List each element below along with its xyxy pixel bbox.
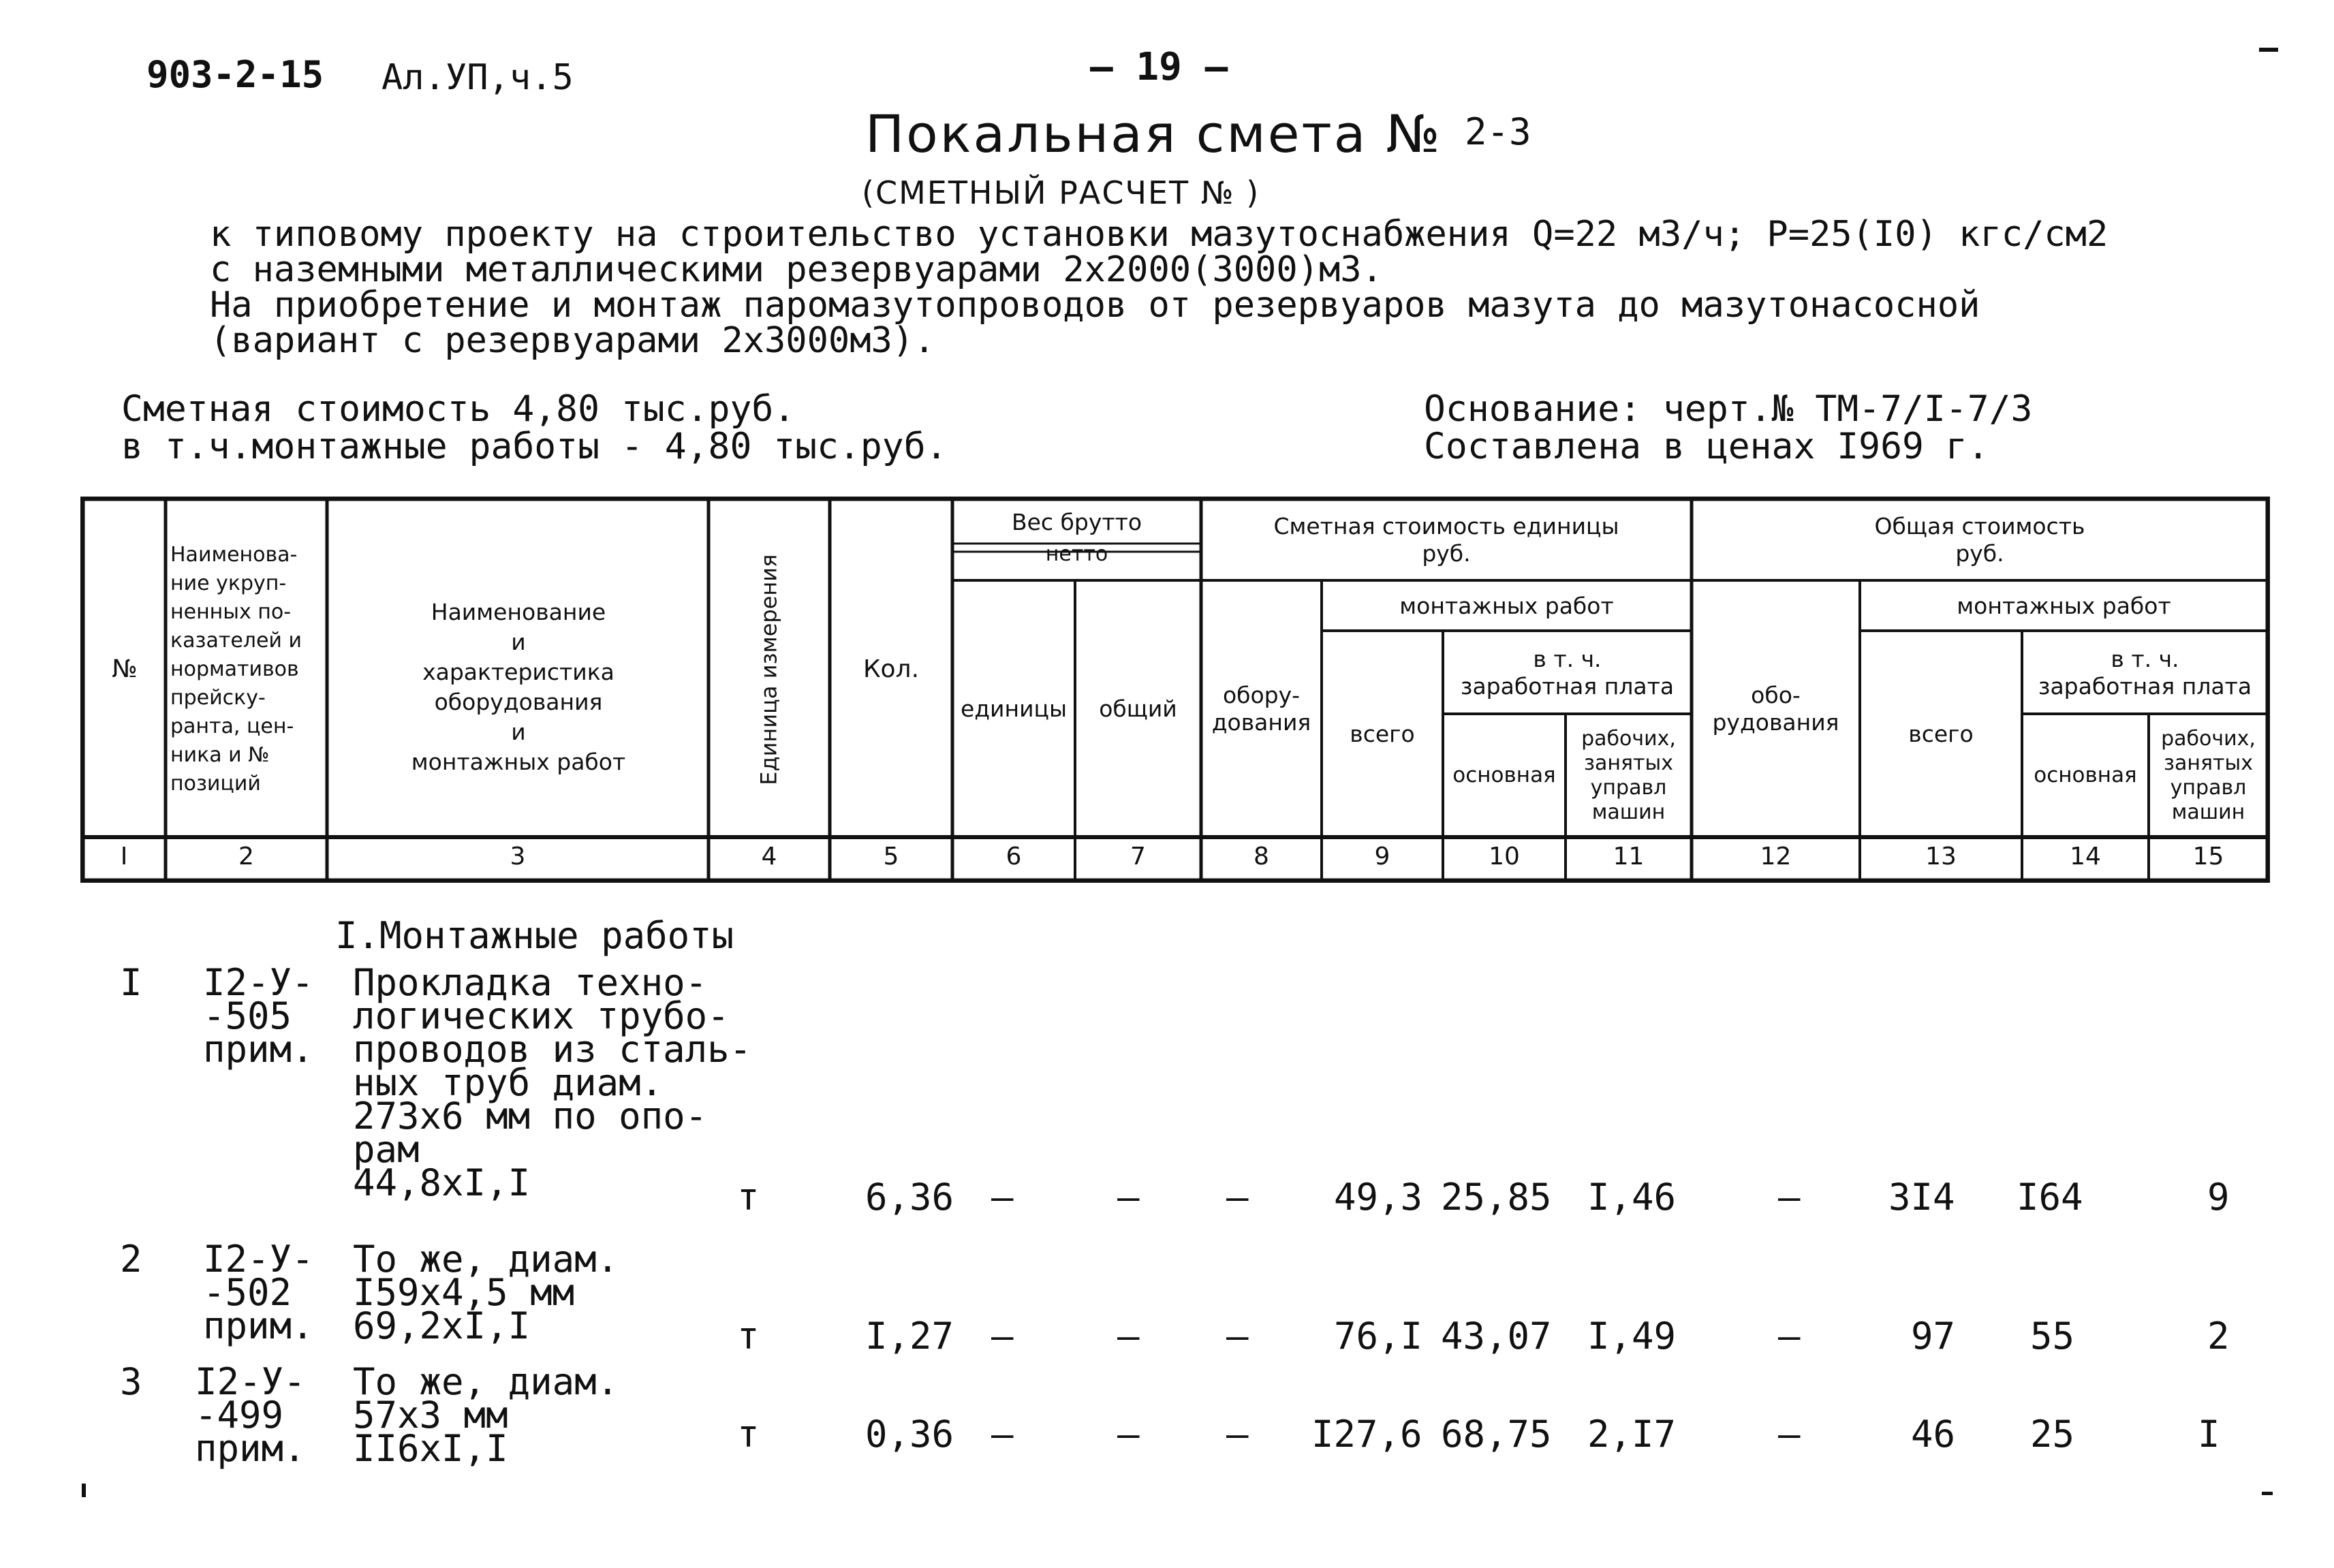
- row-name: Прокладка техно- логических трубо- проводов из сталь- ных труб диам. 273х6 мм по опо- рам 44,8хI,I: [353, 961, 752, 1204]
- corner-mark: [2259, 48, 2278, 52]
- estimated-cost: Сметная стоимость 4,80 тыс.руб.: [121, 388, 796, 430]
- row-weight-unit: –: [991, 1315, 1014, 1358]
- row-equipment-total: –: [1778, 1413, 1801, 1456]
- row-workers-total: 2: [2207, 1315, 2230, 1358]
- column-number: 7: [1130, 843, 1146, 871]
- row-weight-unit: –: [991, 1176, 1014, 1219]
- row-equipment-unit: –: [1226, 1413, 1249, 1456]
- row-weight-total: –: [1117, 1176, 1140, 1219]
- basis-reference: Основание: черт.№ ТМ-7/I-7/3: [1424, 388, 2033, 430]
- row-workers-unit: I,49: [1587, 1315, 1677, 1358]
- row-reference: I2-У- -502 прим.: [203, 1238, 314, 1347]
- document-code: 903-2-15: [146, 53, 324, 96]
- row-equipment-unit: –: [1226, 1315, 1249, 1358]
- column-number: I: [120, 843, 128, 871]
- row-installation-unit: 49,3: [1334, 1176, 1423, 1219]
- row-equipment-total: –: [1778, 1315, 1801, 1358]
- header-unit-equipment: обору- дования: [1211, 682, 1311, 736]
- column-number: 11: [1613, 843, 1645, 871]
- header-weight-unit: единицы: [960, 695, 1068, 723]
- column-number: 3: [510, 843, 526, 871]
- header-total-basic: основная: [2034, 763, 2137, 788]
- estimate-table-header: [80, 497, 2270, 883]
- header-unit-cost: Сметная стоимость единицы руб.: [1273, 512, 1619, 567]
- header-unit-workers: рабочих, занятых управл машин: [1581, 727, 1676, 824]
- row-wages-total: I64: [2017, 1176, 2083, 1219]
- header-weight-gross: Вес брутто: [1011, 509, 1142, 536]
- description-line: (вариант с резервуарами 2х3000м3).: [210, 320, 935, 361]
- row-wages-total: 25: [2030, 1413, 2075, 1456]
- row-workers-unit: I,46: [1587, 1176, 1677, 1219]
- column-number: 12: [1760, 843, 1792, 871]
- row-equipment-unit: –: [1226, 1176, 1249, 1219]
- corner-mark: [82, 1484, 86, 1497]
- row-equipment-total: –: [1778, 1176, 1801, 1219]
- header-total-installation: монтажных работ: [1957, 593, 2171, 620]
- header-unit: Единица измерения: [756, 554, 782, 785]
- row-quantity: 0,36: [865, 1413, 954, 1456]
- price-basis: Составлена в ценах I969 г.: [1424, 426, 1989, 467]
- header-name: Наименование и характеристика оборудования и монтажных работ: [411, 599, 626, 775]
- description-line: На приобретение и монтаж паромазутопроводов от резервуаров мазута до мазутонасосной: [210, 285, 1980, 326]
- header-unit-all: всего: [1350, 721, 1415, 748]
- row-installation-unit: 76,I: [1334, 1315, 1423, 1358]
- row-number: 2: [120, 1238, 142, 1281]
- row-unit: т: [737, 1315, 760, 1358]
- row-unit: т: [737, 1176, 760, 1219]
- header-total-workers: рабочих, занятых управл машин: [2161, 727, 2256, 824]
- description-line: с наземными металлическими резервуарами 2х2000(3000)м3.: [210, 249, 1383, 290]
- row-workers-total: I: [2198, 1413, 2220, 1456]
- description-line: к типовому проекту на строительство установки мазутоснабжения Q=22 м3/ч; Р=25(I0) кгс/см2: [210, 214, 2109, 255]
- row-installation-total: 97: [1911, 1315, 1956, 1358]
- estimate-number: 2-3: [1465, 110, 1531, 153]
- row-name: То же, диам. 57х3 мм II6хI,I: [353, 1360, 619, 1470]
- page-title: Покальная смета №: [865, 104, 1442, 164]
- corner-mark: [2262, 1492, 2273, 1495]
- header-unit-basic: основная: [1452, 763, 1556, 788]
- row-wages-total: 55: [2030, 1315, 2075, 1358]
- column-number: 9: [1374, 843, 1390, 871]
- header-no: №: [112, 655, 138, 684]
- column-number: 6: [1006, 843, 1022, 871]
- row-number: I: [120, 961, 142, 1004]
- installation-cost: в т.ч.монтажные работы - 4,80 тыс.руб.: [121, 426, 948, 467]
- header-total-equipment: обо- рудования: [1712, 682, 1839, 736]
- row-workers-total: 9: [2207, 1176, 2230, 1219]
- section-title: I.Монтажные работы: [335, 914, 734, 957]
- row-reference: I2-У- -499 прим.: [195, 1360, 306, 1470]
- header-total-wages: в т. ч. заработная плата: [2038, 646, 2252, 700]
- column-number: 14: [2070, 843, 2101, 871]
- row-weight-total: –: [1117, 1315, 1140, 1358]
- page-number: — 19 —: [1090, 45, 1228, 89]
- row-unit: т: [737, 1413, 760, 1456]
- row-wages-unit: 25,85: [1441, 1176, 1552, 1219]
- row-weight-total: –: [1117, 1413, 1140, 1456]
- row-number: 3: [120, 1360, 142, 1403]
- column-number: 13: [1925, 843, 1957, 871]
- row-weight-unit: –: [991, 1413, 1014, 1456]
- header-unit-installation: монтажных работ: [1399, 593, 1614, 620]
- row-wages-unit: 43,07: [1441, 1315, 1552, 1358]
- row-installation-unit: I27,6: [1311, 1413, 1422, 1456]
- header-total-cost: Общая стоимость руб.: [1874, 512, 2085, 567]
- row-quantity: I,27: [865, 1315, 954, 1358]
- column-number: 5: [883, 843, 899, 871]
- header-quantity: Кол.: [862, 655, 920, 684]
- row-installation-total: 3I4: [1888, 1176, 1955, 1219]
- row-name: То же, диам. I59х4,5 мм 69,2хI,I: [353, 1238, 619, 1347]
- column-number: 10: [1489, 843, 1520, 871]
- column-number: 4: [761, 843, 777, 871]
- album-reference: Ал.УП,ч.5: [382, 57, 574, 98]
- row-installation-total: 46: [1911, 1413, 1956, 1456]
- header-reference: Наименова- ние укруп- ненных по- казателей и нормативов прейску- ранта, цен- ника и № позиций: [170, 543, 302, 796]
- row-quantity: 6,36: [865, 1176, 954, 1219]
- column-number: 8: [1254, 843, 1269, 871]
- row-wages-unit: 68,75: [1441, 1413, 1552, 1456]
- header-weight-net: нетто: [1045, 542, 1108, 566]
- header-unit-wages: в т. ч. заработная плата: [1460, 646, 1675, 700]
- column-number: 2: [238, 843, 254, 871]
- header-total-all: всего: [1908, 721, 1974, 748]
- header-weight-total: общий: [1099, 695, 1177, 723]
- column-number: 15: [2192, 843, 2224, 871]
- row-workers-unit: 2,I7: [1587, 1413, 1677, 1456]
- page-subtitle: (СМЕТНЫЙ РАСЧЕТ № ): [862, 174, 1260, 211]
- row-reference: I2-У- -505 прим.: [203, 961, 314, 1071]
